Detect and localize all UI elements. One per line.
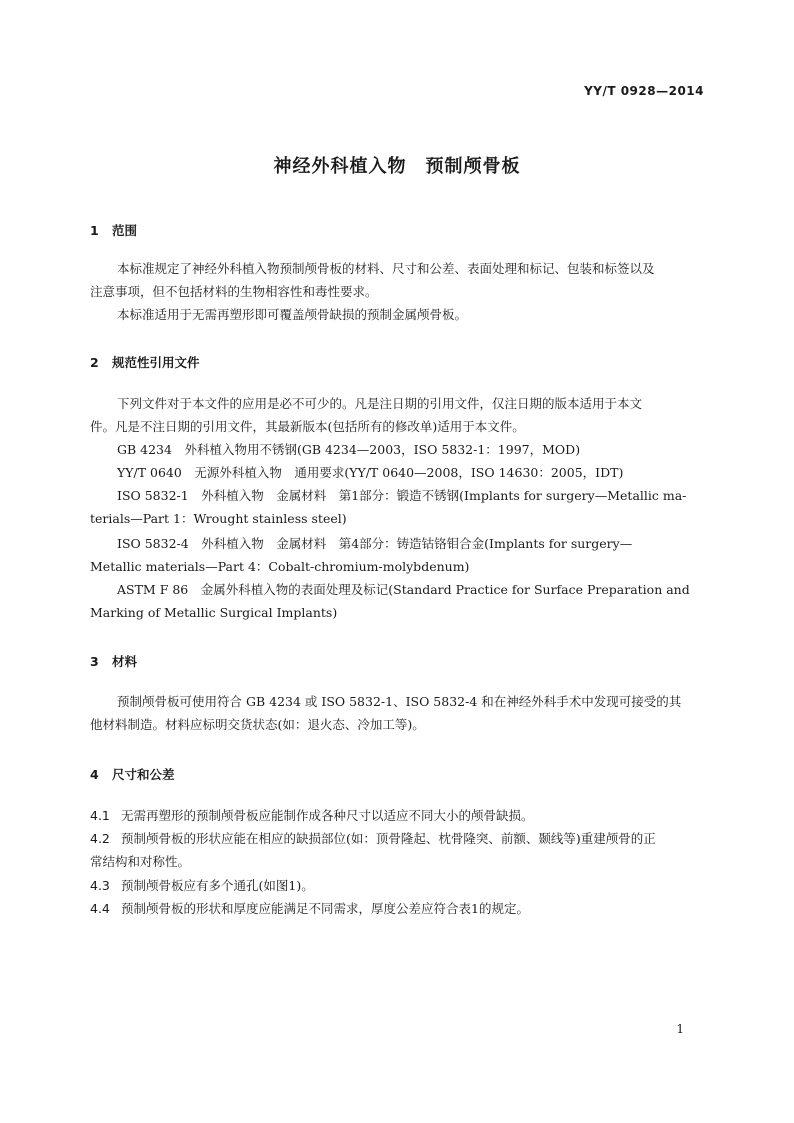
clause-number: 4.4 — [90, 901, 110, 916]
clause-4-3 — [90, 874, 314, 897]
text-line: 下列文件对于本文件的应用是必不可少的。凡是注日期的引用文件，仅注日期的版本适用于本文 — [117, 396, 643, 411]
text-line: 预制颅骨板可使用符合 GB 4234 或 ISO 5832-1、ISO 5832-4 和在神经外科手术中发现可接受的其 — [117, 694, 682, 709]
section-3-paragraph — [90, 690, 704, 736]
standard-number: YY/T 0928—2014 — [584, 84, 704, 98]
section-2-heading — [90, 353, 200, 371]
section-2-intro — [90, 392, 704, 438]
section-title: 尺寸和公差 — [112, 767, 175, 782]
reference-gb-4234: GB 4234 外科植入物用不锈钢(GB 4234—2003，ISO 5832-1：1997，MOD) — [117, 442, 581, 457]
section-number: 4 — [90, 767, 99, 782]
text-line: 他材料制造。材料应标明交货状态(如：退火态、冷加工等)。 — [90, 717, 425, 732]
text-line: ISO 5832-1 外科植入物 金属材料 第1部分：锻造不锈钢(Implants for surgery—Metallic ma- — [117, 488, 687, 503]
page-title: 神经外科植入物 预制颅骨板 — [273, 156, 521, 177]
text-line: 常结构和对称性。 — [90, 854, 191, 869]
section-number: 2 — [90, 355, 99, 370]
clause-4-1 — [90, 804, 534, 827]
text-line: Marking of Metallic Surgical Implants) — [90, 605, 338, 620]
clause-number: 4.1 — [90, 808, 110, 823]
section-3-heading — [90, 652, 137, 670]
section-number: 1 — [90, 223, 99, 238]
clause-text: 预制颅骨板的形状应能在相应的缺损部位(如：顶骨隆起、枕骨隆突、前额、颞线等)重建颅骨的正 — [121, 831, 656, 846]
section-1-paragraph-1 — [90, 257, 704, 303]
clause-text: 无需再塑形的预制颅骨板应能制作成各种尺寸以适应不同大小的颅骨缺损。 — [121, 808, 534, 823]
text-line: Metallic materials—Part 4：Cobalt-chromium-molybdenum) — [90, 559, 470, 574]
clause-4-4 — [90, 897, 529, 920]
clause-number: 4.3 — [90, 878, 110, 893]
clause-text: 预制颅骨板的形状和厚度应能满足不同需求，厚度公差应符合表1的规定。 — [121, 901, 529, 916]
clause-4-2 — [90, 827, 704, 873]
reference-astm-f86 — [90, 578, 704, 624]
page-number: 1 — [676, 1022, 684, 1036]
section-title: 材料 — [112, 654, 138, 669]
section-number: 3 — [90, 654, 99, 669]
reference-iso-5832-1 — [90, 484, 704, 530]
text-line: terials—Part 1：Wrought stainless steel) — [90, 511, 347, 526]
text-line: 注意事项，但不包括材料的生物相容性和毒性要求。 — [90, 284, 378, 299]
section-1-paragraph-2: 本标准适用于无需再塑形即可覆盖颅骨缺损的预制金属颅骨板。 — [117, 307, 468, 322]
text-line: 件。凡是不注日期的引用文件，其最新版本(包括所有的修改单)适用于本文件。 — [90, 419, 525, 434]
text-line: 本标准规定了神经外科植入物预制颅骨板的材料、尺寸和公差、表面处理和标记、包装和标签以及 — [117, 261, 655, 276]
section-title: 规范性引用文件 — [112, 355, 200, 370]
section-1-heading — [90, 221, 137, 239]
text-line: ISO 5832-4 外科植入物 金属材料 第4部分：铸造钴铬钼合金(Implants for surgery— — [117, 536, 633, 551]
section-4-heading — [90, 765, 175, 783]
clause-text: 预制颅骨板应有多个通孔(如图1)。 — [121, 878, 314, 893]
clause-number: 4.2 — [90, 831, 110, 846]
section-title: 范围 — [112, 223, 138, 238]
text-line: ASTM F 86 金属外科植入物的表面处理及标记(Standard Practice for Surface Preparation and — [117, 582, 690, 597]
reference-iso-5832-4 — [90, 532, 704, 578]
reference-yyt-0640: YY/T 0640 无源外科植入物 通用要求(YY/T 0640—2008，ISO 14630：2005，IDT) — [117, 465, 624, 480]
